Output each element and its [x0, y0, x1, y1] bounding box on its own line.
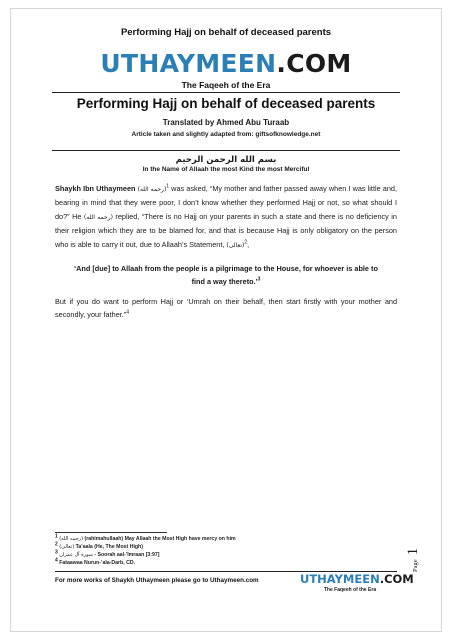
running-header-title: Performing Hajj on behalf of deceased parents [120, 27, 332, 38]
honorific-arabic: (رحمه الله) [137, 186, 167, 193]
paragraph-end: , [247, 239, 250, 249]
basmala-arabic: بسم الله الرحمن الرحيم [175, 155, 277, 165]
logo-domain: .COM [276, 49, 352, 78]
footer-logo-domain: .COM [379, 572, 414, 586]
ta-ala-arabic: (تعالى) [226, 241, 245, 249]
paragraph-advice [55, 295, 397, 322]
footnote-item: $^4$ Fataawaa Nurun-’ala-Darb, CD. [55, 557, 136, 566]
paragraph-text-part: was asked, “My mother and father passed away when I was little and, bearing in mind that they were poor, I don’t know whether they performed Hajj or not, so what should I do?” He [55, 184, 397, 221]
footnote-ref-4[interactable]: 4 [126, 309, 130, 316]
site-logo[interactable] [0, 50, 452, 78]
quran-quote [70, 262, 382, 289]
title-rule-top [52, 92, 400, 93]
logo-name: UTHAYMEEN [100, 49, 277, 78]
article-title: Performing Hajj on behalf of deceased parents [76, 96, 376, 111]
footnote-item: $^1$ (رحمه الله) (rahimahullaah) May Allaah the Most High have mercy on him [55, 533, 236, 542]
footnote-ref-1[interactable]: 1 [166, 183, 170, 190]
page-label: Page [412, 559, 419, 572]
translator-credit: Translated by Ahmed Abu Turaab [162, 118, 290, 127]
source-credit: Article taken and slightly adapted from: giftsofknowledge.net [131, 131, 321, 138]
footnote-ref-3[interactable]: 3 [257, 276, 261, 283]
footer-logo-name: UTHAYMEEN [300, 572, 380, 586]
speaker-name: Shaykh Ibn Uthaymeen [55, 184, 136, 193]
footer-link-text[interactable]: For more works of Shaykh Uthaymeen please go to Uthaymeen.com [55, 577, 259, 584]
footer-logo[interactable] [300, 572, 414, 586]
advice-text: But if you do want to perform Hajj or ‘Umrah on their behalf, then start firstly with your mother and secondly, your father.” [55, 297, 397, 320]
page-number [404, 532, 420, 572]
honorific-arabic-2: (رحمه الله) [83, 213, 113, 221]
basmala-translation: In the Name of Allaah the most Kind the most Merciful [142, 166, 310, 173]
quote-text: ‘And [due] to Allaah from the people is a pilgrimage to the House, for whoever is able to find a way thereto.’ [74, 264, 378, 287]
logo-tagline: The Faqeeh of the Era [181, 80, 271, 90]
footnotes [55, 535, 385, 567]
paragraph-question-answer [55, 182, 397, 252]
paragraph-text-part-2: replied, “There is no Hajj on your parents in such a state and there is no deficiency in their religion which they are to be blamed for, and that is because Hajj is only obligatory on the person who is able to carry it out, due to Allaah’s Statement, [55, 211, 397, 249]
footnote-ref-2[interactable]: 2 [244, 239, 248, 246]
title-rule-bottom [52, 150, 400, 151]
footnote-separator [55, 532, 167, 533]
footnote-item: $^3$ سورة آل عمران - Soorah aal-’Imraan [3:97] [55, 549, 160, 558]
page-number-value: 1 [405, 547, 421, 556]
footnote-item: $^2$ (تعالى) Ta’aala (He, The Most High) [55, 541, 143, 550]
footer-tagline: The Faqeeh of the Era [323, 587, 377, 593]
